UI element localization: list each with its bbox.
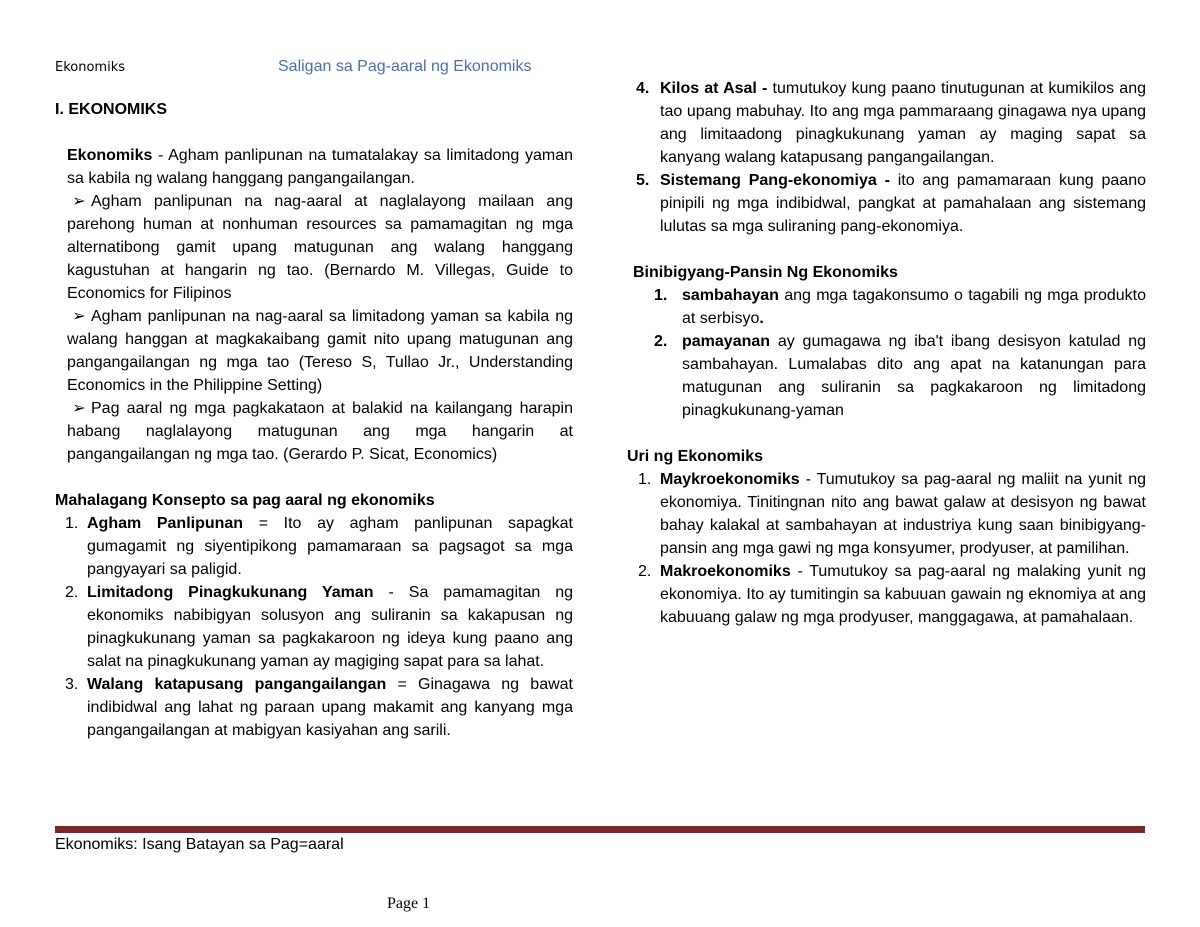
arrow-bullet-icon: ➢ bbox=[72, 193, 86, 210]
page-number: Page 1 bbox=[387, 895, 431, 912]
right-column bbox=[627, 77, 1147, 629]
binibigyang-title: Binibigyang-Pansin Ng Ekonomiks bbox=[633, 264, 898, 281]
uri-item: 1. Maykroekonomiks - Tumutukoy sa pag-aaral ng maliit na yunit ng ekonomiya. Tinitingnan nito ang bawat galaw at desisyon ng bawat bahay kalakal at sambahayan at industriya kung saan binibigyang-pansin ang mga gawi ng mga konsyumer, prodyuser, at pamilihan. bbox=[638, 471, 1146, 557]
binibigyang-item: 2. pamayanan ay gumagawa ng iba't ibang desisyon katulad ng sambahayan. Lumalabas dito ang apat na katanungan para matugunan ang suliranin sa pagkakaroon ng limitadong pinagkukunang-yaman bbox=[654, 333, 1146, 419]
left-column bbox=[55, 98, 573, 742]
definition-text: - Agham panlipunan na tumatalakay sa limitadong yaman sa kabila ng walang hanggang pangangailangan. bbox=[67, 147, 573, 187]
concept-item: 3. Walang katapusang pangangailangan = Ginagawa ng bawat indibidwal ang lahat ng paraan upang makamit ang kanyang mga pangangailangan at mabigyan kasiyahan ang sarili. bbox=[65, 676, 574, 739]
section-title: I. EKONOMIKS bbox=[55, 101, 168, 118]
header-left: Ekonomiks bbox=[55, 60, 126, 75]
definition-term: Ekonomiks bbox=[67, 147, 153, 164]
binibigyang-item: 1. sambahayan ang mga tagakonsumo o tagabili ng mga produkto at serbisyo. bbox=[654, 287, 1146, 327]
footer-text: Ekonomiks: Isang Batayan sa Pag=aaral bbox=[55, 836, 344, 853]
header-title: Saligan sa Pag-aaral ng Ekonomiks bbox=[278, 58, 532, 75]
concept-item: 1. Agham Panlipunan = Ito ay agham panlipunan sapagkat gumagamit ng siyentipikong pamamaraan sa pagsagot sa mga pangyayari sa paligid. bbox=[65, 515, 573, 578]
concepts-title: Mahalagang Konsepto sa pag aaral ng ekonomiks bbox=[55, 492, 435, 509]
bullet-item: ➢ Pag aaral ng mga pagkakataon at balakid na kailangang harapin habang naglalayong matugunan ang mga hangarin at pangangailangan ng mga tao. (Gerardo P. Sicat, Economics) bbox=[55, 397, 573, 466]
footer-divider bbox=[55, 826, 1145, 833]
concept-item: 4. Kilos at Asal - tumutukoy kung paano tinutugunan at kumikilos ang tao upang mabuhay. Ito ang mga pammaraang ginagawa nya upang ang limitaadong pinagkukunang yaman ay maging sapat sa kanyang walang katapusang pangangailangan. bbox=[636, 80, 1146, 166]
concept-item: 2. Limitadong Pinagkukunang Yaman - Sa pamamagitan ng ekonomiks nabibigyan solusyon ang suliranin sa kakapusan ng pinagkukunang yaman sa pagkakaroon ng ideya kung paano ang salat na pinagkukunang yaman ay magiging sapat para sa lahat. bbox=[65, 584, 573, 670]
bullet-item: ➢ Agham panlipunan na nag-aaral sa limitadong yaman sa kabila ng walang hanggan at magkakaibang gamit nito upang matugunan ang pangangailangan ng mga tao (Tereso S, Tullao Jr., Understanding Economics in the Philippine Setting) bbox=[55, 305, 573, 397]
arrow-bullet-icon: ➢ bbox=[72, 308, 86, 325]
arrow-bullet-icon: ➢ bbox=[72, 400, 86, 417]
concept-item: 5. Sistemang Pang-ekonomiya - ito ang pamamaraan kung paano pinipili ng mga indibidwal, pangkat at pamahalaan ang sistemang lulutas sa mga suliraning pang-ekonomiya. bbox=[636, 172, 1147, 235]
uri-item: 2. Makroekonomiks - Tumutukoy sa pag-aaral ng malaking yunit ng ekonomiya. Ito ay tumitingin sa kabuuan gawain ng eknomiya at ang kabuuang galaw ng mga prodyuser, manggagawa, at pamahalaan. bbox=[638, 563, 1146, 626]
bullet-item: ➢ Agham panlipunan na nag-aaral at naglalayong mailaan ang parehong human at nonhuman resources sa pamamagitan ng mga alternatibong gamit upang matugunan ang walang hanggang kagustuhan at hangarin ng tao. (Bernardo M. Villegas, Guide to Economics for Filipinos bbox=[55, 190, 573, 305]
uri-title: Uri ng Ekonomiks bbox=[627, 448, 764, 465]
definition-paragraph bbox=[55, 144, 573, 190]
